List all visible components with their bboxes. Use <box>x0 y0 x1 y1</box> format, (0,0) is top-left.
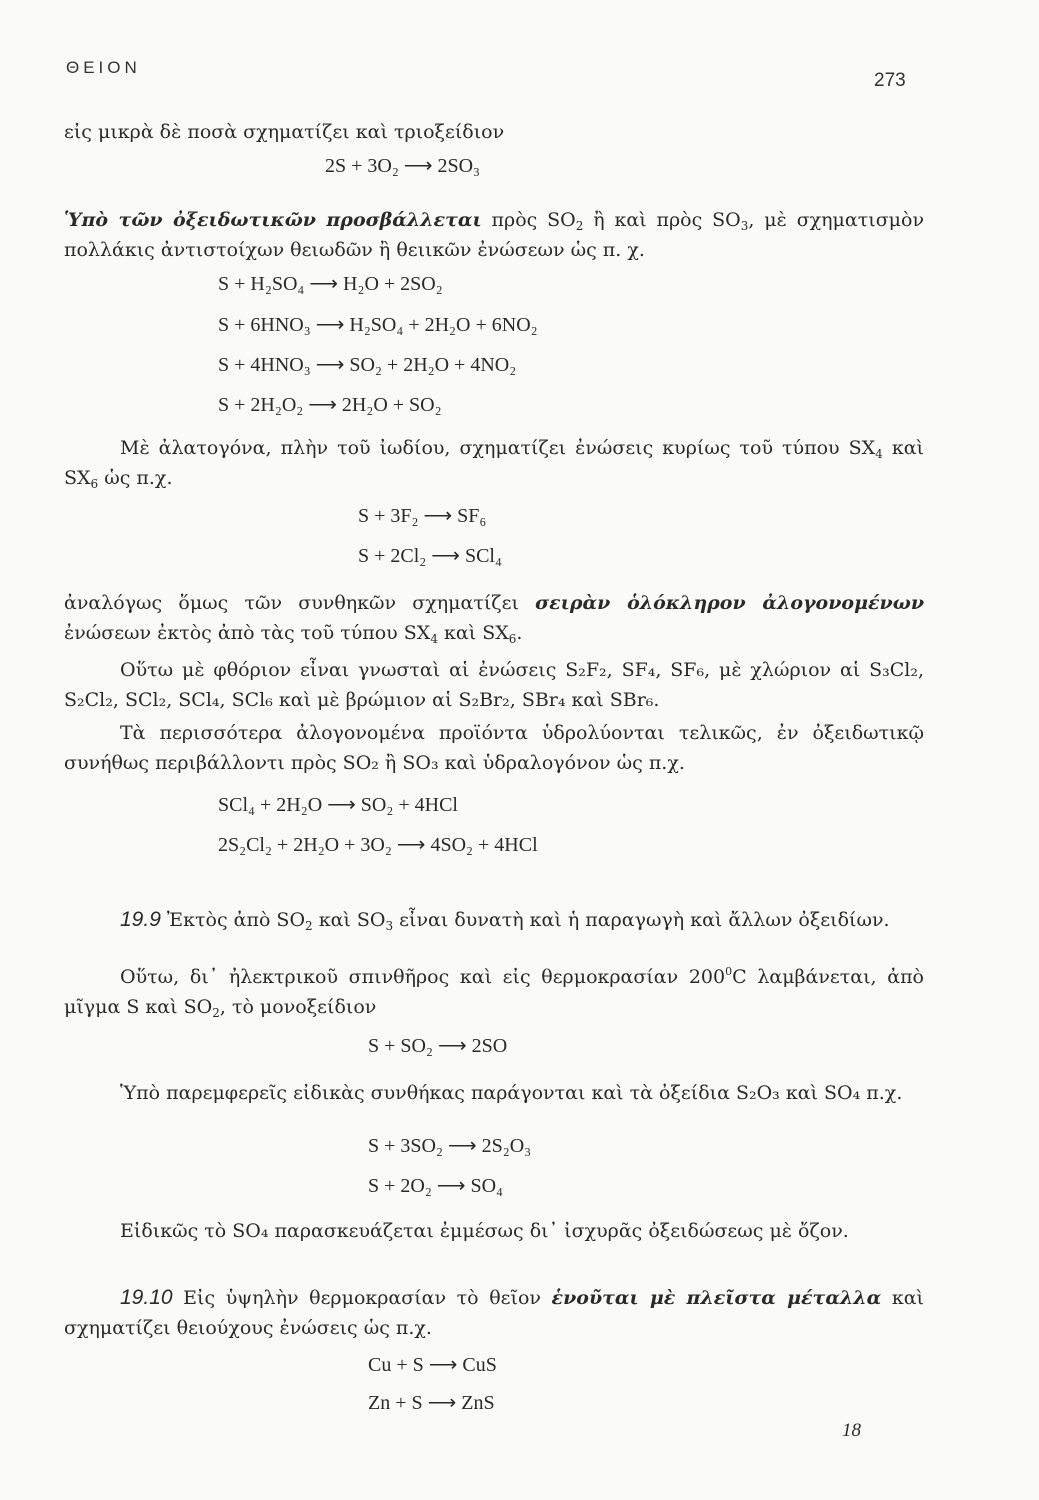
paragraph: Μὲ ἀλατογόνα, πλὴν τοῦ ἰωδίου, σχηματίζει ἐνώσεις κυρίως τοῦ τύπου $SX_4$ καὶ $SX_6$ ὡς π.χ. <box>64 437 924 491</box>
equation: S + 2O₂ ⟶ SO₄ <box>368 1175 504 1197</box>
paragraph: Οὕτω, δι᾿ ἠλεκτρικοῦ σπινθῆρος καὶ εἰς θερμοκρασίαν $200^0C$ λαμβάνεται, ἀπὸ μῖγμα S καὶ $SO_2$, τὸ μονοξείδιον <box>64 965 924 1020</box>
paragraph: Εἰδικῶς τὸ SO₄ παρασκευάζεται ἐμμέσως δι᾿ ἰσχυρᾶς ὀξειδώσεως μὲ ὄζον. <box>120 1220 849 1242</box>
section-paragraph: 19.10 Εἰς ὑψηλὴν θερμοκρασίαν τὸ θεῖον ἑνοῦται μὲ πλεῖστα μέταλλα καὶ σχηματίζει θειούχους ἐνώσεις ὡς π.χ. <box>64 1286 924 1339</box>
paragraph: Τὰ περισσότερα ἀλογονομένα προϊόντα ὑδρολύονται τελικῶς, ἐν ὀξειδωτικῷ συνήθως περιβάλλοντι πρὸς SO₂ ἢ SO₃ καὶ ὑδραλογόνον ὡς π.χ. <box>64 722 924 774</box>
emphasis: Ὑπὸ τῶν ὀξειδωτικῶν προσβάλλεται <box>64 209 482 231</box>
emphasis: ἑνοῦται μὲ πλεῖστα μέταλλα <box>551 1287 882 1309</box>
paragraph: Ὑπὸ παρεμφερεῖς εἰδικὰς συνθήκας παράγονται καὶ τὰ ὀξείδια S₂O₃ καὶ SO₄ π.χ. <box>120 1082 903 1104</box>
section-number: 19.9 <box>120 908 161 931</box>
equation: S + 3F₂ ⟶ SF₆ <box>358 505 487 527</box>
section-number: 19.10 <box>120 1286 173 1309</box>
paragraph: Ὑπὸ τῶν ὀξειδωτικῶν προσβάλλεται πρὸς $SO_2$ ἢ καὶ πρὸς $SO_3$, μὲ σχηματισμὸν πολλάκις ἀντιστοίχων θειωδῶν ἢ θειικῶν ἐνώσεων ὡς π. χ. <box>64 209 925 261</box>
section-paragraph: 19.9 Ἐκτὸς ἀπὸ $SO_2$ καὶ $SO_3$ εἶναι δυνατὴ καὶ ἡ παραγωγὴ καὶ ἄλλων ὀξειδίων. <box>120 908 890 933</box>
equation: 2S₂Cl₂ + 2H₂O + 3O₂ ⟶ 4SO₂ + 4HCl <box>218 834 538 856</box>
paragraph: ἀναλόγως ὅμως τῶν συνθηκῶν σχηματίζει σειρὰν ὁλόκληρον ἀλογονομένων ἐνώσεων ἐκτὸς ἀπὸ τὰς τοῦ τύπου $SX_4$ καὶ $SX_6$. <box>64 592 925 646</box>
emphasis: σειρὰν ὁλόκληρον ἀλογονομένων <box>535 592 925 614</box>
equation: S + 6HNO₃ ⟶ H₂SO₄ + 2H₂O + 6NO₂ <box>218 314 538 336</box>
equation: Cu + S ⟶ CuS <box>368 1354 497 1376</box>
equation: 2S + 3O₂ ⟶ 2SO₃ <box>325 155 481 177</box>
equation: SCl₄ + 2H₂O ⟶ SO₂ + 4HCl <box>218 794 458 816</box>
equation: S + 3SO₂ ⟶ 2S₂O₃ <box>368 1135 532 1157</box>
equation: S + 2Cl₂ ⟶ SCl₄ <box>358 545 502 567</box>
equation: S + 2H₂O₂ ⟶ 2H₂O + SO₂ <box>218 394 442 416</box>
equation: Zn + S ⟶ ZnS <box>368 1392 495 1414</box>
paragraph: Οὕτω μὲ φθόριον εἶναι γνωσταὶ αἱ ἐνώσεις S₂F₂, SF₄, SF₆, μὲ χλώριον αἱ S₃Cl₂, S₂Cl₂, SCl₂, SCl₄, SCl₆ καὶ μὲ βρώμιον αἱ S₂Br₂, SBr₄ καὶ SBr₆. <box>64 659 924 711</box>
paragraph: εἰς μικρὰ δὲ ποσὰ σχηματίζει καὶ τριοξείδιον <box>64 121 505 143</box>
equation: S + SO₂ ⟶ 2SO <box>368 1035 508 1057</box>
equation: S + 4HNO₃ ⟶ SO₂ + 2H₂O + 4NO₂ <box>218 354 517 376</box>
signature-mark: 18 <box>842 1420 861 1441</box>
page-number: 273 <box>874 70 906 91</box>
running-header: ΘΕΙΟΝ <box>66 58 141 77</box>
equation: S + H₂SO₄ ⟶ H₂O + 2SO₂ <box>218 273 443 295</box>
